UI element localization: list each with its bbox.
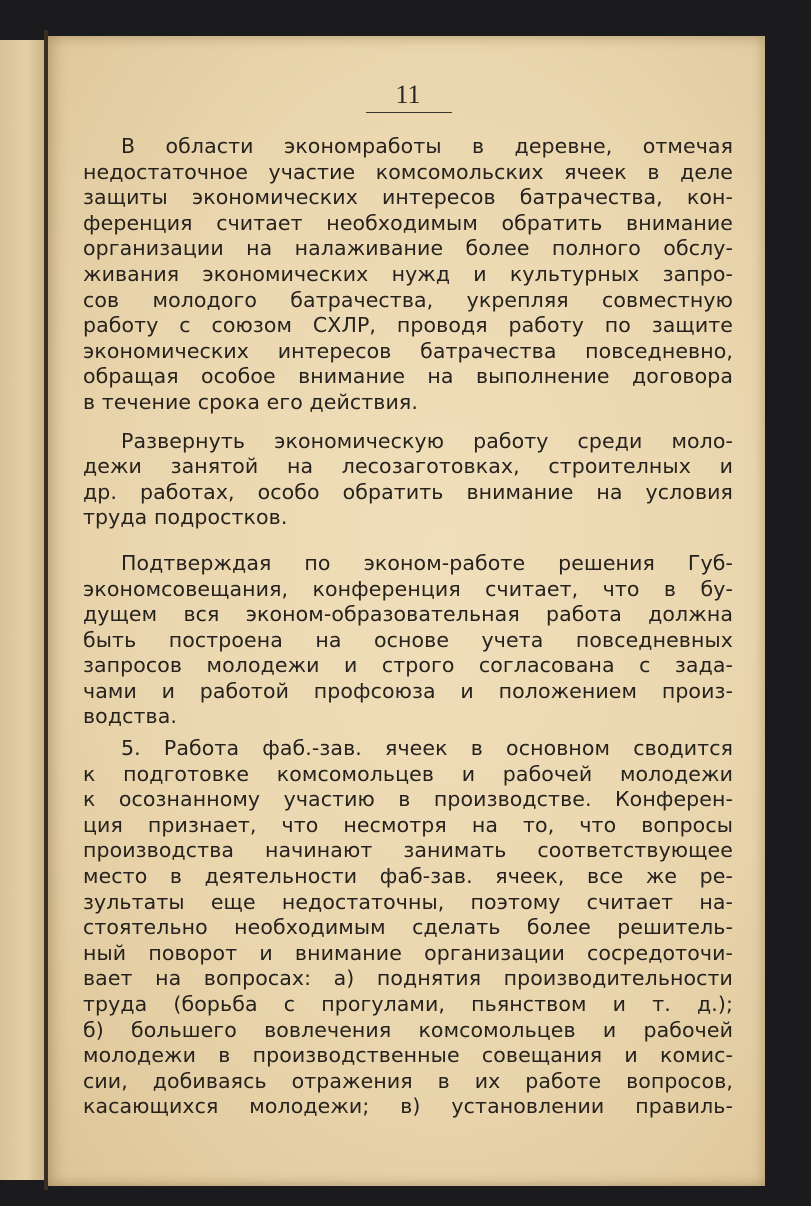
- text-line: Развернуть экономическую работу среди моло-: [121, 428, 733, 453]
- text-line: к подготовке комсомольцев и рабочей молодежи: [83, 761, 733, 786]
- text-line: в течение срока его действия.: [83, 389, 418, 414]
- text-line: 5. Работа фаб.-зав. ячеек в основном сводится: [121, 736, 733, 761]
- text-line: Подтверждая по эконом-работе решения Губ-: [121, 550, 733, 575]
- text-line: ция признает, что несмотря на то, что вопросы: [83, 812, 733, 837]
- text-line: молодежи в производственные совещания и комис-: [83, 1043, 733, 1068]
- text-line: ференция считает необходимым обратить внимание: [83, 210, 733, 235]
- text-line: сии, добиваясь отражения в их работе вопросов,: [83, 1068, 733, 1093]
- paragraph-factory-cells: [83, 736, 733, 1120]
- text-line: стоятельно необходимым сделать более решитель-: [83, 915, 733, 940]
- text-line: защиты экономических интересов батрачества, кон-: [83, 185, 733, 210]
- text-line: работу с союзом СХЛР, проводя работу по защите: [83, 313, 733, 338]
- text-line: к осознанному участию в производстве. Конферен-: [83, 787, 733, 812]
- text-line: организации на налаживание более полного обслу-: [83, 236, 733, 261]
- text-line: б) большего вовлечения комсомольцев и рабочей: [83, 1017, 733, 1042]
- text-line: чами и работой профсоюза и положением произ-: [83, 678, 733, 703]
- page-number-rule: [366, 112, 452, 113]
- text-line: живания экономических нужд и культурных запро-: [83, 261, 733, 286]
- text-line: В области экономработы в деревне, отмечая: [121, 134, 733, 158]
- text-line: др. работах, особо обратить внимание на условия: [83, 479, 733, 504]
- text-line: экономических интересов батрачества повседневно,: [83, 338, 733, 363]
- paragraph-economic-work: [83, 134, 733, 416]
- text-line: труда (борьба с прогулами, пьянством и т. д.);: [83, 992, 733, 1016]
- text-line: быть построена на основе учета повседневных: [83, 627, 733, 652]
- text-line: вает на вопросах: а) поднятия производительности: [83, 966, 733, 991]
- text-line: водства.: [83, 704, 177, 729]
- text-line: касающихся молодежи; в) установлении правиль-: [83, 1094, 733, 1119]
- text-line: дежи занятой на лесозаготовках, строителных и: [83, 454, 733, 479]
- text-line: недостаточное участие комсомольских ячеек в деле: [83, 159, 733, 184]
- text-line: место в деятельности фаб-зав. ячеек, все же ре-: [83, 864, 733, 889]
- text-line: обращая особое внимание на выполнение договора: [83, 364, 733, 389]
- text-line: сов молодого батрачества, укрепляя совместную: [83, 287, 733, 312]
- paragraph-econ-meeting: [83, 551, 733, 730]
- previous-page-edge: [0, 40, 44, 1180]
- text-line: ный поворот и внимание организации сосредоточи-: [83, 940, 733, 965]
- text-line: запросов молодежи и строго согласована с зада-: [83, 653, 733, 678]
- body-text: [83, 134, 733, 1120]
- text-line: труда подростков.: [83, 505, 288, 530]
- text-line: производства начинают занимать соответствующее: [83, 838, 733, 863]
- text-line: зультаты еще недостаточны, поэтому считает на-: [83, 889, 733, 914]
- book-page: [48, 36, 765, 1186]
- paragraph-youth-work: [83, 429, 733, 531]
- text-line: экономсовещания, конференция считает, что в бу-: [83, 576, 733, 601]
- text-line: дущем вся эконом-образовательная работа должна: [83, 602, 733, 627]
- page-number: 11: [395, 80, 421, 109]
